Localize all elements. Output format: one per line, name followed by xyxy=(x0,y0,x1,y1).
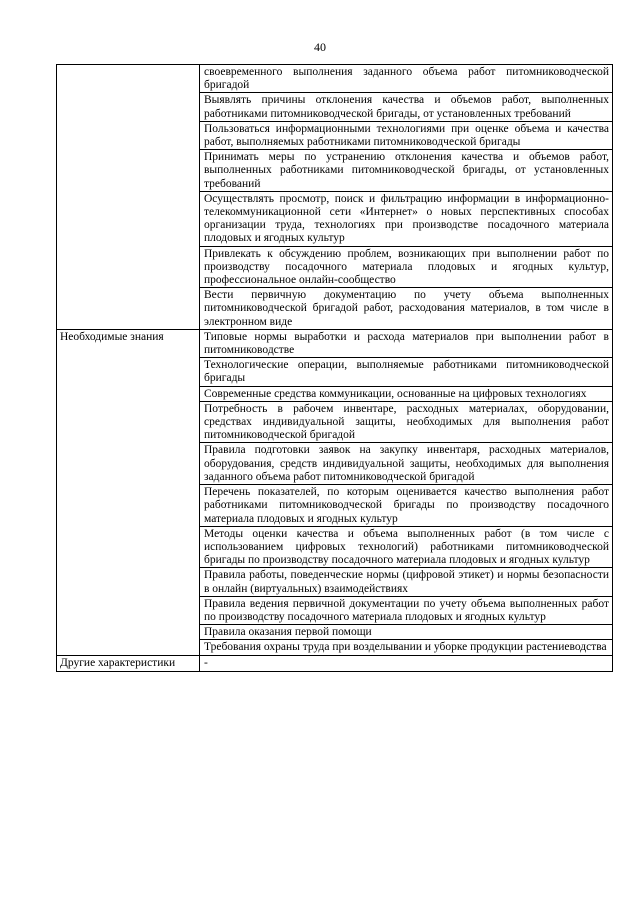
page-number: 40 xyxy=(314,40,326,54)
requirement-item: Привлекать к обсуждению проблем, возникающих при выполнении работ по производству посадочного материала плодовых и ягодных культур, профессиональное онлайн-сообщество xyxy=(200,246,612,288)
requirement-item: Потребность в рабочем инвентаре, расходных материалах, оборудовании, средствах индивидуальной защиты, необходимых для выполнения работ питомниководческой бригадой xyxy=(200,401,612,443)
section-items-cell xyxy=(200,65,613,330)
requirements-table xyxy=(56,64,613,672)
section-label: Необходимые знания xyxy=(60,330,164,343)
requirement-item: Вести первичную документацию по учету объема выполненных питомниководческой бригадой работ, расходования материалов, в том числе в электронном виде xyxy=(200,287,612,329)
table-row xyxy=(57,329,613,655)
requirement-item: Типовые нормы выработки и расхода материалов при выполнении работ в питомниководстве xyxy=(204,330,609,357)
requirement-item: Пользоваться информационными технологиями при оценке объема и качества работ, выполняемых работниками питомниководческой бригады xyxy=(200,121,612,149)
table-row xyxy=(57,65,613,330)
requirement-item: Правила ведения первичной документации по учету объема выполненных работ по производству посадочного материала плодовых и ягодных культур xyxy=(200,596,612,624)
requirement-item: Технологические операции, выполняемые работниками питомниководческой бригады xyxy=(200,357,612,385)
section-label: Другие характеристики xyxy=(60,656,176,669)
requirement-item: своевременного выполнения заданного объема работ питомниководческой бригадой xyxy=(204,66,609,92)
table-row xyxy=(57,655,613,671)
requirement-item: Требования охраны труда при возделывании и уборке продукции растениеводства xyxy=(200,639,612,654)
requirement-item: Перечень показателей, по которым оценивается качество выполнения работ работниками питомниководческой бригады по производству посадочного материала плодовых и ягодных культур xyxy=(200,484,612,526)
requirement-item: Современные средства коммуникации, основанные на цифровых технологиях xyxy=(200,386,612,401)
section-label-cell xyxy=(57,65,200,330)
requirement-item: Правила работы, поведенческие нормы (цифровой этикет) и нормы безопасности в онлайн (виртуальных) взаимодействиях xyxy=(200,567,612,595)
requirement-item: Осуществлять просмотр, поиск и фильтрацию информации в информационно-телекоммуникационной сети «Интернет» о новых перспективных способах организации труда, технологиях при производстве посадочного материала плодовых и ягодных культур xyxy=(200,191,612,246)
section-label-cell xyxy=(57,655,200,671)
section-label-cell xyxy=(57,329,200,655)
requirement-item: Правила оказания первой помощи xyxy=(200,624,612,639)
requirement-item: Выявлять причины отклонения качества и объемов работ, выполненных работниками питомниководческой бригады, от установленных требований xyxy=(200,92,612,120)
section-items-cell xyxy=(200,329,613,655)
requirement-item: Правила подготовки заявок на закупку инвентаря, расходных материалов, оборудования, средств индивидуальной защиты, необходимых для выполнения заданного объема работ питомниководческой бригадой xyxy=(200,442,612,484)
section-items-cell xyxy=(200,655,613,671)
requirement-item: Принимать меры по устранению отклонения качества и объемов работ, выполненных работниками питомниководческой бригады, от установленных требований xyxy=(200,149,612,191)
requirement-item: Методы оценки качества и объема выполненных работ (в том числе с использованием цифровых технологий) работниками питомниководческой бригады по производству посадочного материала плодовых и ягодных культур xyxy=(200,526,612,568)
requirement-item: - xyxy=(204,656,208,669)
section-label xyxy=(57,65,199,67)
